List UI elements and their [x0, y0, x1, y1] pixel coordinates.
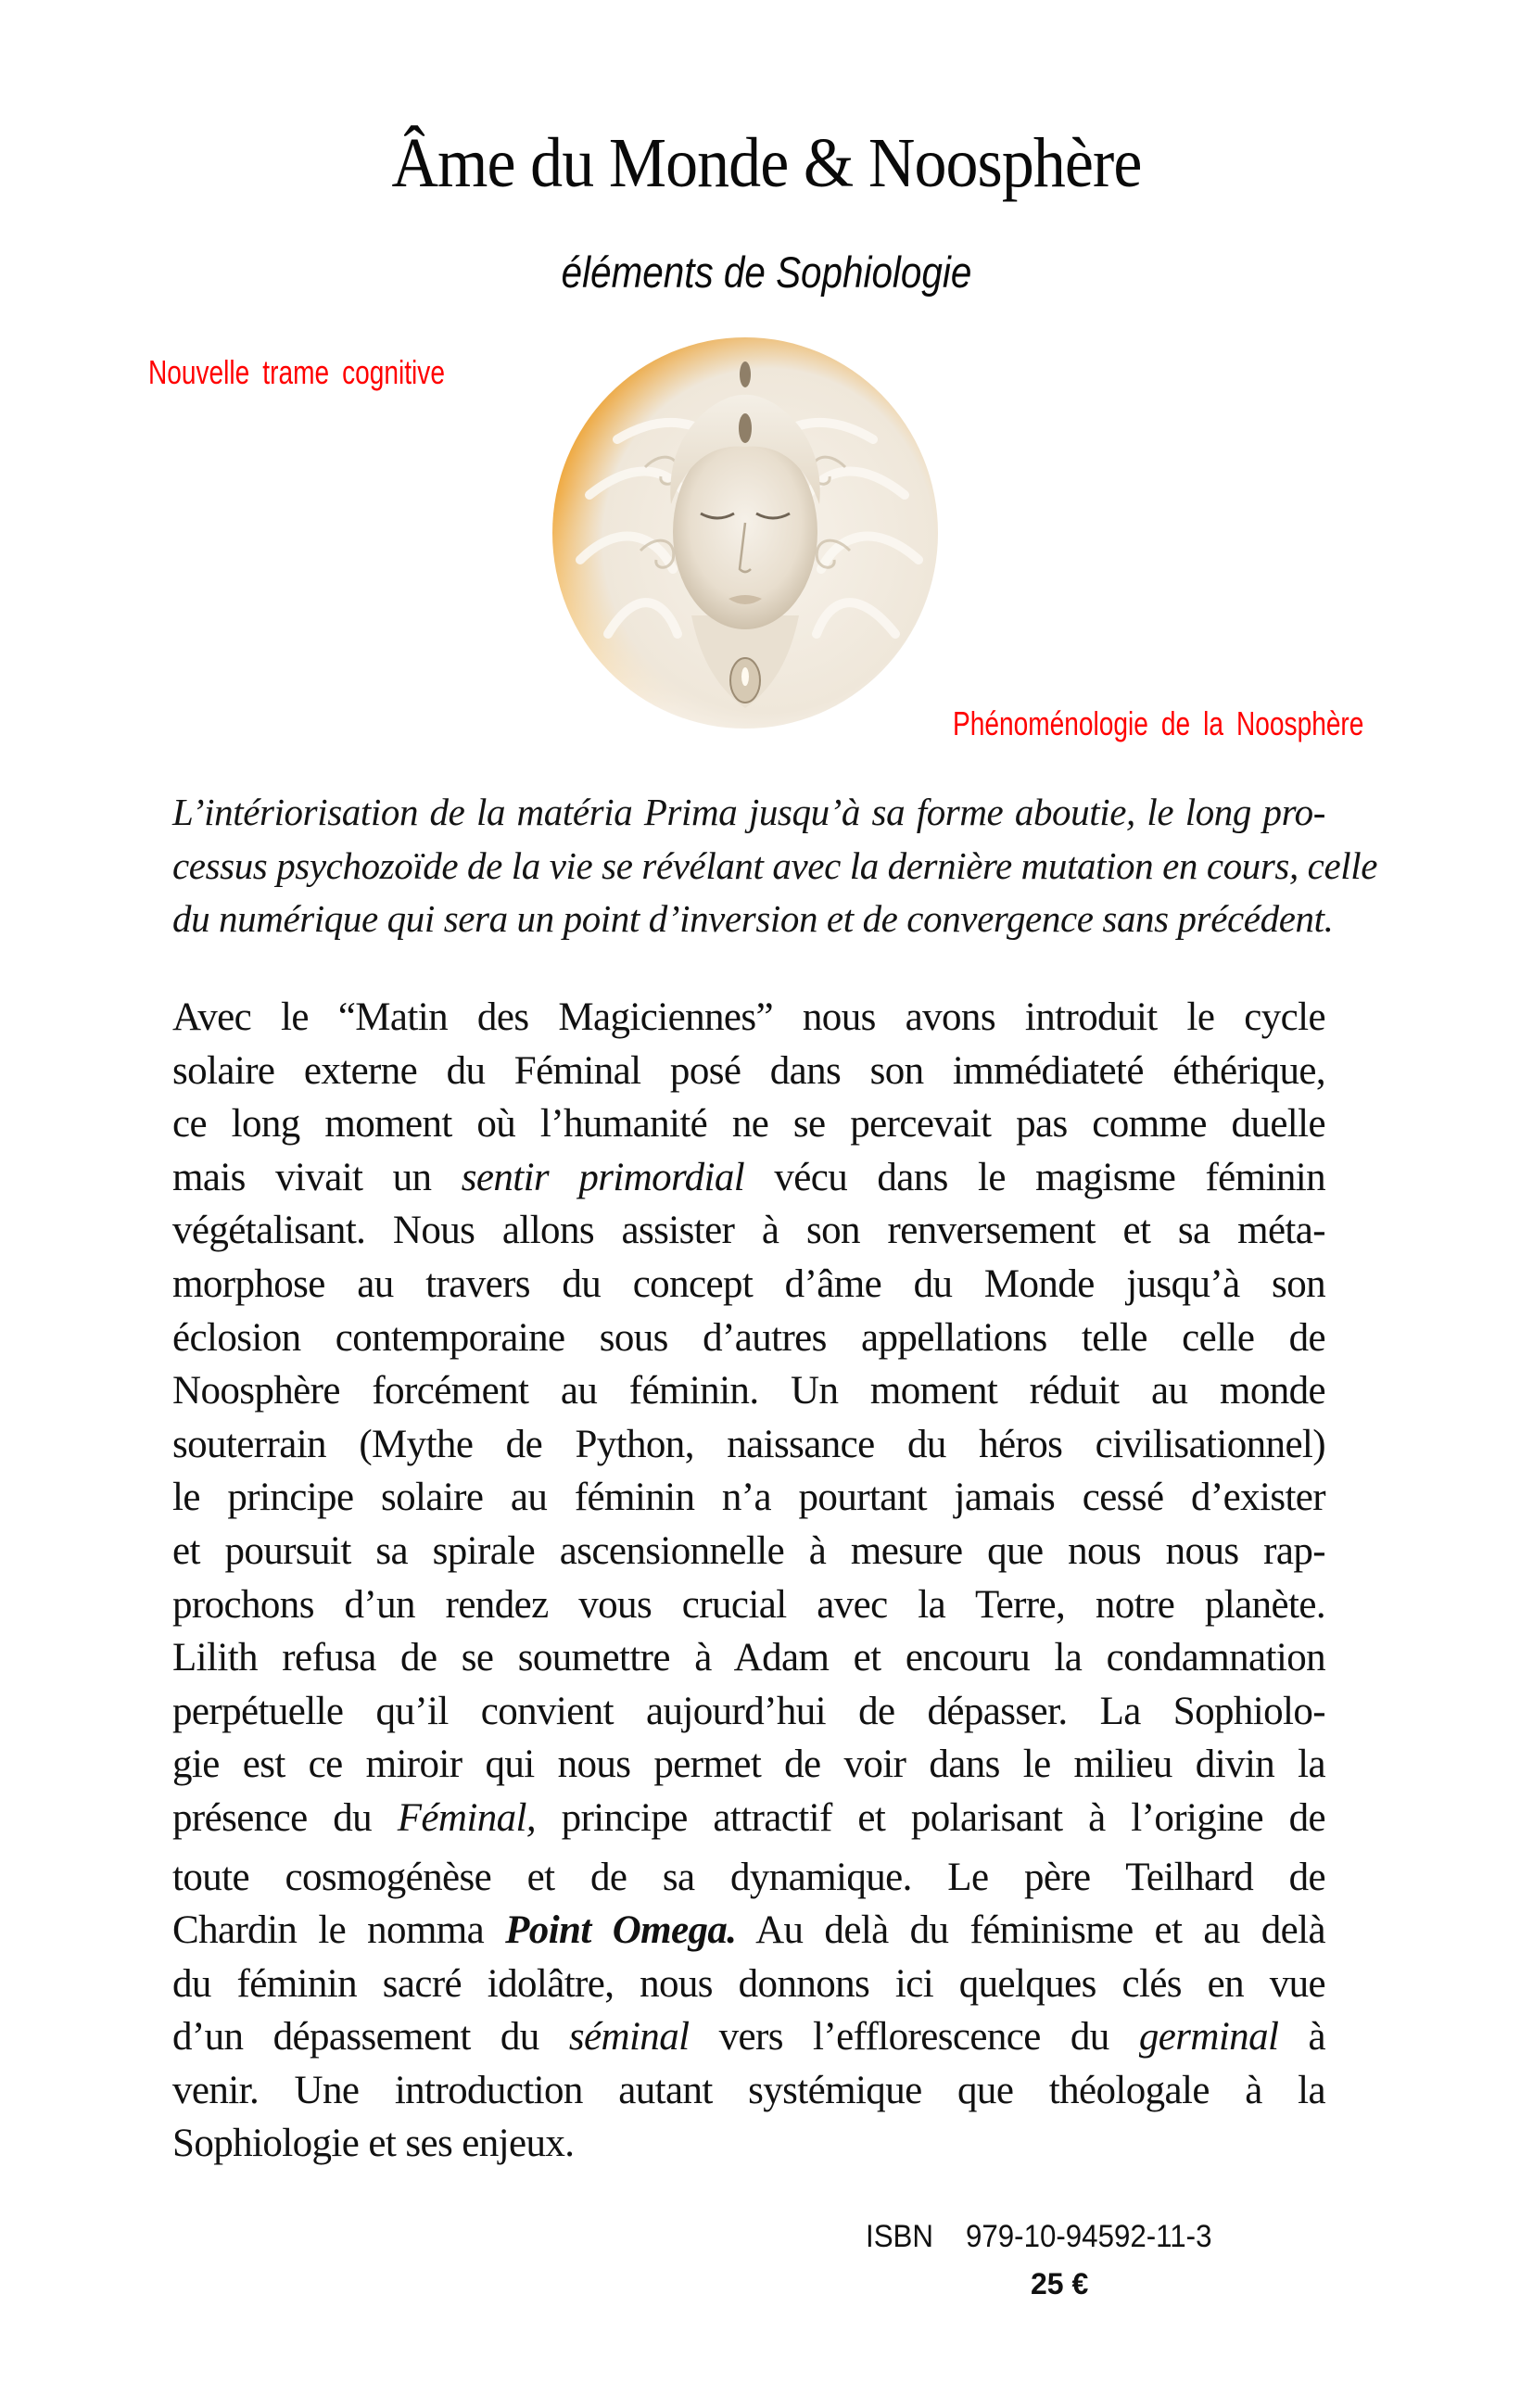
- text-run: morphose au travers du concept d’âme du Monde jusqu’à son: [172, 1261, 1325, 1306]
- text-run: Au delà du féminisme et au delà: [736, 1908, 1325, 1953]
- body-line: [172, 1792, 1325, 1845]
- back-cover-body-text: [172, 991, 1325, 2171]
- isbn-label: ISBN: [866, 2219, 934, 2254]
- intro-line: L’intériorisation de la matéria Prima jusqu’à sa forme aboutie, le long pro-: [172, 791, 1325, 833]
- body-line: [172, 991, 1325, 1045]
- text-run: à: [1278, 2015, 1325, 2059]
- body-line: [172, 2117, 1325, 2171]
- isbn: [866, 2221, 1211, 2252]
- body-line: [172, 1312, 1325, 1365]
- intro-line: cessus psychozoïde de la vie se révélant avec la dernière mutation en cours, celle: [172, 843, 1378, 887]
- text-run: mais vivait un: [172, 1155, 462, 1199]
- body-line: [172, 1471, 1325, 1525]
- text-run: gie est ce miroir qui nous permet de voir dans le milieu divin la: [172, 1743, 1325, 1787]
- emphasized-text: Point Omega.: [505, 1908, 737, 1953]
- intro-paragraph: [172, 786, 1378, 946]
- text-run: toute cosmogénèse et de sa dynamique. Le père Teilhard de: [172, 1855, 1325, 1899]
- text-run: Lilith refusa de se soumettre à Adam et encouru la condamnation: [172, 1636, 1325, 1680]
- text-run: vers l’efflorescence du: [689, 2015, 1139, 2059]
- text-run: Chardin le nomma: [172, 1908, 506, 1953]
- text-run: présence du: [172, 1795, 398, 1840]
- body-line: [172, 1097, 1325, 1151]
- body-line: [172, 1958, 1325, 2011]
- goddess-portrait-icon: [552, 337, 938, 729]
- emphasized-text: germinal: [1138, 2015, 1279, 2059]
- body-line: [172, 1851, 1325, 1905]
- portrait-illustration: [552, 337, 938, 729]
- text-run: et poursuit sa spirale ascensionnelle à mesure que nous nous rap-: [172, 1528, 1325, 1573]
- text-run: le principe solaire au féminin n’a pourtant jamais cessé d’exister: [172, 1476, 1325, 1520]
- text-run: venir. Une introduction autant systémique que théologale à la: [172, 2068, 1325, 2112]
- text-run: perpétuelle qu’il convient aujourd’hui de dépasser. La Sophiolo-: [172, 1689, 1325, 1733]
- price: 25 €: [1031, 2267, 1089, 2300]
- intro-line: du numérique qui sera un point d’inversion et de convergence sans précédent.: [172, 897, 1334, 940]
- body-line: [172, 1738, 1325, 1792]
- body-line: [172, 1418, 1325, 1472]
- text-run: du féminin sacré idolâtre, nous donnons ici quelques clés en vue: [172, 1961, 1325, 2006]
- book-subtitle: éléments de Sophiologie: [561, 247, 972, 297]
- book-title: Âme du Monde & Noosphère: [391, 124, 1142, 202]
- tagline-left: Nouvelle trame cognitive: [148, 353, 445, 391]
- text-run: solaire externe du Féminal posé dans son immédiateté éthérique,: [172, 1048, 1325, 1093]
- text-run: Noosphère forcément au féminin. Un moment réduit au monde: [172, 1369, 1325, 1413]
- body-line: [172, 1204, 1325, 1258]
- isbn-value: 979-10-94592-11-3: [965, 2219, 1212, 2254]
- text-run: vécu dans le magisme féminin: [744, 1155, 1325, 1199]
- body-line: [172, 1151, 1325, 1205]
- body-line: [172, 1904, 1325, 1958]
- body-line: [172, 1045, 1325, 1098]
- emphasized-text: séminal: [568, 2015, 690, 2059]
- body-line: [172, 2064, 1325, 2118]
- text-run: Avec le “Matin des Magiciennes” nous avons introduit le cycle: [172, 995, 1325, 1039]
- emphasized-text: sentir primordial: [461, 1155, 745, 1199]
- text-run: éclosion contemporaine sous d’autres appellations telle celle de: [172, 1315, 1325, 1360]
- text-run: d’un dépassement du: [172, 2015, 569, 2059]
- text-run: souterrain (Mythe de Python, naissance du héros civilisationnel): [172, 1422, 1325, 1466]
- body-line: [172, 2010, 1325, 2064]
- tagline-right: Phénoménologie de la Noosphère: [952, 704, 1363, 742]
- text-run: prochons d’un rendez vous crucial avec la Terre, notre planète.: [172, 1582, 1325, 1627]
- text-run: Sophiologie et ses enjeux.: [172, 2122, 575, 2166]
- body-line: [172, 1631, 1325, 1685]
- text-run: ce long moment où l’humanité ne se percevait pas comme duelle: [172, 1102, 1325, 1147]
- body-line: [172, 1258, 1325, 1312]
- body-line: [172, 1364, 1325, 1418]
- body-line: [172, 1525, 1325, 1578]
- text-run: végétalisant. Nous allons assister à son renversement et sa méta-: [172, 1209, 1325, 1253]
- body-line: [172, 1578, 1325, 1632]
- text-run: principe attractif et polarisant à l’origine de: [536, 1795, 1325, 1840]
- body-line: [172, 1685, 1325, 1739]
- emphasized-text: Féminal,: [397, 1795, 536, 1840]
